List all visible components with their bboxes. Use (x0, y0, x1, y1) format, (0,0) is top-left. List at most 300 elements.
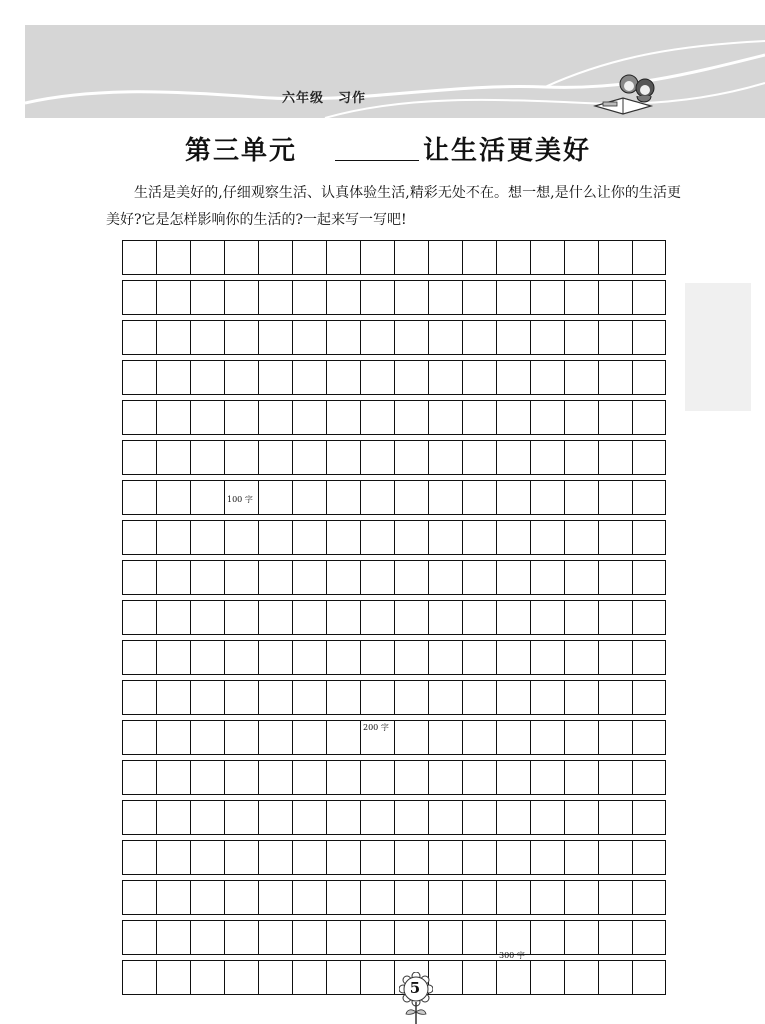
grid-cell[interactable] (530, 841, 564, 874)
grid-cell[interactable] (326, 241, 360, 274)
grid-cell[interactable] (224, 761, 258, 794)
grid-cell[interactable] (428, 481, 462, 514)
grid-cell[interactable] (632, 641, 666, 674)
grid-cell[interactable] (632, 601, 666, 634)
grid-cell[interactable] (326, 601, 360, 634)
grid-cell[interactable] (326, 641, 360, 674)
title-blank[interactable] (335, 134, 419, 161)
grid-cell[interactable] (428, 401, 462, 434)
grid-cell[interactable] (530, 241, 564, 274)
grid-cell[interactable] (530, 401, 564, 434)
grid-cell[interactable] (326, 681, 360, 714)
grid-cell[interactable] (190, 641, 224, 674)
grid-cell[interactable] (564, 321, 598, 354)
grid-cell[interactable] (564, 281, 598, 314)
grid-cell[interactable] (564, 961, 598, 994)
grid-cell[interactable] (292, 481, 326, 514)
grid-cell[interactable] (360, 761, 394, 794)
grid-cell[interactable] (598, 321, 632, 354)
grid-cell[interactable] (292, 841, 326, 874)
grid-cell[interactable] (190, 361, 224, 394)
grid-cell[interactable] (462, 601, 496, 634)
grid-cell[interactable] (530, 481, 564, 514)
grid-cell[interactable] (122, 321, 156, 354)
grid-cell[interactable] (428, 921, 462, 954)
grid-cell[interactable] (156, 401, 190, 434)
grid-cell[interactable] (258, 721, 292, 754)
grid-cell[interactable] (394, 921, 428, 954)
grid-cell[interactable] (530, 521, 564, 554)
grid-cell[interactable] (428, 801, 462, 834)
grid-cell[interactable] (156, 961, 190, 994)
grid-cell[interactable] (122, 361, 156, 394)
grid-cell[interactable] (292, 641, 326, 674)
grid-cell[interactable] (428, 961, 462, 994)
grid-cell[interactable] (326, 321, 360, 354)
grid-cell[interactable] (564, 801, 598, 834)
grid-cell[interactable] (258, 601, 292, 634)
grid-cell[interactable] (564, 721, 598, 754)
grid-cell[interactable] (122, 521, 156, 554)
grid-cell[interactable] (564, 921, 598, 954)
grid-cell[interactable] (190, 961, 224, 994)
grid-cell[interactable] (598, 721, 632, 754)
grid-cell[interactable] (496, 281, 530, 314)
grid-cell[interactable] (292, 921, 326, 954)
grid-cell[interactable] (394, 441, 428, 474)
grid-cell[interactable] (462, 961, 496, 994)
grid-cell[interactable] (428, 601, 462, 634)
grid-cell[interactable] (462, 921, 496, 954)
grid-cell[interactable] (326, 361, 360, 394)
grid-cell[interactable] (122, 641, 156, 674)
grid-cell[interactable] (258, 641, 292, 674)
grid-cell[interactable] (394, 801, 428, 834)
grid-cell[interactable] (598, 881, 632, 914)
grid-cell[interactable] (632, 841, 666, 874)
grid-cell[interactable] (462, 721, 496, 754)
grid-cell[interactable] (360, 521, 394, 554)
grid-cell[interactable] (122, 401, 156, 434)
grid-cell[interactable] (496, 681, 530, 714)
grid-cell[interactable] (530, 961, 564, 994)
grid-cell[interactable] (224, 881, 258, 914)
grid-cell[interactable] (462, 481, 496, 514)
grid-cell[interactable] (360, 801, 394, 834)
grid-cell[interactable] (496, 961, 530, 994)
grid-cell[interactable] (598, 681, 632, 714)
grid-cell[interactable] (326, 441, 360, 474)
grid-cell[interactable] (258, 561, 292, 594)
grid-cell[interactable] (190, 481, 224, 514)
grid-cell[interactable] (564, 641, 598, 674)
grid-cell[interactable] (632, 441, 666, 474)
grid-cell[interactable] (258, 321, 292, 354)
grid-cell[interactable] (564, 481, 598, 514)
grid-cell[interactable] (598, 801, 632, 834)
grid-cell[interactable] (292, 961, 326, 994)
grid-cell[interactable] (428, 761, 462, 794)
grid-cell[interactable] (122, 801, 156, 834)
grid-cell[interactable] (190, 721, 224, 754)
grid-cell[interactable] (258, 401, 292, 434)
grid-cell[interactable] (496, 761, 530, 794)
grid-cell[interactable] (394, 521, 428, 554)
grid-cell[interactable] (122, 721, 156, 754)
grid-cell[interactable] (122, 441, 156, 474)
grid-cell[interactable] (462, 641, 496, 674)
grid-cell[interactable] (258, 281, 292, 314)
grid-cell[interactable] (190, 241, 224, 274)
grid-cell[interactable] (292, 401, 326, 434)
grid-cell[interactable] (462, 801, 496, 834)
grid-cell[interactable] (190, 441, 224, 474)
grid-cell[interactable] (428, 721, 462, 754)
grid-cell[interactable] (156, 921, 190, 954)
grid-cell[interactable] (122, 881, 156, 914)
grid-cell[interactable] (496, 881, 530, 914)
grid-cell[interactable] (564, 761, 598, 794)
grid-cell[interactable] (530, 601, 564, 634)
grid-cell[interactable] (496, 801, 530, 834)
grid-cell[interactable] (428, 281, 462, 314)
grid-cell[interactable] (258, 841, 292, 874)
grid-cell[interactable] (190, 281, 224, 314)
grid-cell[interactable] (190, 761, 224, 794)
grid-cell[interactable] (394, 721, 428, 754)
grid-cell[interactable] (156, 321, 190, 354)
grid-cell[interactable] (530, 921, 564, 954)
grid-cell[interactable] (326, 921, 360, 954)
grid-cell[interactable] (530, 441, 564, 474)
grid-cell[interactable] (258, 921, 292, 954)
grid-cell[interactable] (496, 241, 530, 274)
grid-cell[interactable] (292, 321, 326, 354)
grid-cell[interactable] (190, 881, 224, 914)
grid-cell[interactable] (258, 761, 292, 794)
grid-cell[interactable] (224, 921, 258, 954)
grid-cell[interactable] (394, 561, 428, 594)
grid-cell[interactable] (326, 521, 360, 554)
grid-cell[interactable] (224, 521, 258, 554)
grid-cell[interactable] (598, 521, 632, 554)
grid-cell[interactable] (632, 281, 666, 314)
grid-cell[interactable] (224, 281, 258, 314)
grid-cell[interactable] (360, 601, 394, 634)
grid-cell[interactable] (326, 481, 360, 514)
grid-cell[interactable] (462, 321, 496, 354)
grid-cell[interactable] (156, 601, 190, 634)
grid-cell[interactable] (224, 681, 258, 714)
grid-cell[interactable] (224, 321, 258, 354)
grid-cell[interactable] (598, 641, 632, 674)
grid-cell[interactable] (632, 921, 666, 954)
grid-cell[interactable] (530, 321, 564, 354)
grid-cell[interactable] (258, 801, 292, 834)
grid-cell[interactable] (564, 881, 598, 914)
grid-cell[interactable] (462, 881, 496, 914)
grid-cell[interactable] (326, 721, 360, 754)
grid-cell[interactable] (292, 721, 326, 754)
grid-cell[interactable] (394, 281, 428, 314)
grid-cell[interactable] (360, 361, 394, 394)
grid-cell[interactable] (360, 281, 394, 314)
grid-cell[interactable] (530, 801, 564, 834)
grid-cell[interactable] (360, 641, 394, 674)
grid-cell[interactable] (224, 961, 258, 994)
grid-cell[interactable] (462, 761, 496, 794)
grid-cell[interactable] (632, 961, 666, 994)
grid-cell[interactable] (496, 721, 530, 754)
grid-cell[interactable] (428, 681, 462, 714)
grid-cell[interactable] (632, 321, 666, 354)
grid-cell[interactable] (326, 801, 360, 834)
grid-cell[interactable] (292, 521, 326, 554)
grid-cell[interactable] (190, 561, 224, 594)
grid-cell[interactable] (632, 721, 666, 754)
grid-cell[interactable] (462, 361, 496, 394)
grid-cell[interactable] (156, 881, 190, 914)
grid-cell[interactable] (122, 601, 156, 634)
grid-cell[interactable] (156, 761, 190, 794)
grid-cell[interactable] (224, 841, 258, 874)
grid-cell[interactable] (462, 281, 496, 314)
grid-cell[interactable] (258, 441, 292, 474)
grid-cell[interactable] (360, 561, 394, 594)
grid-cell[interactable] (394, 841, 428, 874)
grid-cell[interactable] (156, 561, 190, 594)
grid-cell[interactable] (360, 401, 394, 434)
grid-cell[interactable] (462, 441, 496, 474)
grid-cell[interactable] (462, 561, 496, 594)
grid-cell[interactable] (496, 441, 530, 474)
grid-cell[interactable] (190, 601, 224, 634)
grid-cell[interactable] (394, 361, 428, 394)
grid-cell[interactable] (564, 601, 598, 634)
grid-cell[interactable] (428, 841, 462, 874)
grid-cell[interactable] (428, 361, 462, 394)
grid-cell[interactable] (632, 561, 666, 594)
grid-cell[interactable] (428, 321, 462, 354)
grid-cell[interactable] (156, 841, 190, 874)
grid-cell[interactable] (462, 841, 496, 874)
grid-cell[interactable] (292, 281, 326, 314)
grid-cell[interactable] (190, 521, 224, 554)
grid-cell[interactable] (462, 401, 496, 434)
grid-cell[interactable] (292, 561, 326, 594)
grid-cell[interactable] (496, 321, 530, 354)
grid-cell[interactable] (496, 361, 530, 394)
grid-cell[interactable] (428, 241, 462, 274)
grid-cell[interactable] (598, 561, 632, 594)
grid-cell[interactable] (292, 681, 326, 714)
grid-cell[interactable] (632, 761, 666, 794)
grid-cell[interactable] (530, 361, 564, 394)
grid-cell[interactable] (394, 681, 428, 714)
grid-cell[interactable] (122, 281, 156, 314)
grid-cell[interactable] (156, 281, 190, 314)
grid-cell[interactable] (530, 881, 564, 914)
grid-cell[interactable] (326, 841, 360, 874)
grid-cell[interactable] (122, 481, 156, 514)
grid-cell[interactable] (564, 401, 598, 434)
grid-cell[interactable] (258, 521, 292, 554)
grid-cell[interactable] (326, 281, 360, 314)
grid-cell[interactable] (156, 521, 190, 554)
grid-cell[interactable] (224, 441, 258, 474)
grid-cell[interactable] (292, 361, 326, 394)
grid-cell[interactable] (530, 641, 564, 674)
grid-cell[interactable] (292, 441, 326, 474)
grid-cell[interactable] (190, 801, 224, 834)
grid-cell[interactable] (326, 761, 360, 794)
grid-cell[interactable] (122, 961, 156, 994)
grid-cell[interactable] (598, 361, 632, 394)
grid-cell[interactable] (292, 601, 326, 634)
grid-cell[interactable] (122, 921, 156, 954)
grid-cell[interactable] (598, 441, 632, 474)
grid-cell[interactable] (632, 241, 666, 274)
grid-cell[interactable] (292, 241, 326, 274)
grid-cell[interactable] (598, 961, 632, 994)
grid-cell[interactable] (224, 241, 258, 274)
grid-cell[interactable] (462, 521, 496, 554)
grid-cell[interactable] (122, 241, 156, 274)
grid-cell[interactable] (496, 601, 530, 634)
grid-cell[interactable] (632, 521, 666, 554)
grid-cell[interactable] (258, 681, 292, 714)
grid-cell[interactable] (598, 241, 632, 274)
grid-cell[interactable] (360, 321, 394, 354)
grid-cell[interactable] (258, 241, 292, 274)
grid-cell[interactable] (360, 481, 394, 514)
grid-cell[interactable] (564, 441, 598, 474)
grid-cell[interactable] (190, 681, 224, 714)
grid-cell[interactable] (598, 401, 632, 434)
grid-cell[interactable] (326, 881, 360, 914)
grid-cell[interactable] (258, 961, 292, 994)
grid-cell[interactable] (224, 561, 258, 594)
grid-cell[interactable] (190, 841, 224, 874)
grid-cell[interactable] (224, 401, 258, 434)
grid-cell[interactable] (394, 241, 428, 274)
grid-cell[interactable] (496, 521, 530, 554)
grid-cell[interactable] (394, 881, 428, 914)
grid-cell[interactable] (360, 441, 394, 474)
grid-cell[interactable] (258, 881, 292, 914)
grid-cell[interactable] (360, 241, 394, 274)
grid-cell[interactable] (632, 401, 666, 434)
grid-cell[interactable] (530, 761, 564, 794)
grid-cell[interactable] (122, 681, 156, 714)
grid-cell[interactable] (156, 721, 190, 754)
grid-cell[interactable] (156, 481, 190, 514)
grid-cell[interactable] (122, 561, 156, 594)
grid-cell[interactable] (360, 681, 394, 714)
grid-cell[interactable] (224, 361, 258, 394)
grid-cell[interactable] (598, 921, 632, 954)
grid-cell[interactable] (428, 561, 462, 594)
grid-cell[interactable] (428, 641, 462, 674)
grid-cell[interactable] (394, 321, 428, 354)
grid-cell[interactable] (598, 281, 632, 314)
grid-cell[interactable] (530, 681, 564, 714)
grid-cell[interactable] (156, 641, 190, 674)
grid-cell[interactable] (564, 561, 598, 594)
grid-cell[interactable] (598, 601, 632, 634)
grid-cell[interactable] (496, 401, 530, 434)
grid-cell[interactable] (360, 841, 394, 874)
grid-cell[interactable] (394, 481, 428, 514)
grid-cell[interactable] (496, 841, 530, 874)
grid-cell[interactable] (598, 761, 632, 794)
grid-cell[interactable] (394, 641, 428, 674)
grid-cell[interactable] (428, 521, 462, 554)
grid-cell[interactable] (156, 241, 190, 274)
grid-cell[interactable] (258, 361, 292, 394)
grid-cell[interactable] (496, 561, 530, 594)
grid-cell[interactable] (394, 401, 428, 434)
grid-cell[interactable] (530, 561, 564, 594)
grid-cell[interactable] (190, 401, 224, 434)
grid-cell[interactable] (428, 881, 462, 914)
grid-cell[interactable] (462, 681, 496, 714)
grid-cell[interactable] (224, 801, 258, 834)
grid-cell[interactable] (156, 361, 190, 394)
grid-cell[interactable] (156, 441, 190, 474)
grid-cell[interactable] (564, 681, 598, 714)
grid-cell[interactable] (326, 401, 360, 434)
grid-cell[interactable] (156, 801, 190, 834)
grid-cell[interactable] (292, 881, 326, 914)
grid-cell[interactable] (632, 361, 666, 394)
grid-cell[interactable] (360, 961, 394, 994)
grid-cell[interactable] (122, 841, 156, 874)
grid-cell[interactable] (530, 281, 564, 314)
grid-cell[interactable] (564, 841, 598, 874)
grid-cell[interactable] (564, 361, 598, 394)
grid-cell[interactable] (496, 481, 530, 514)
grid-cell[interactable] (292, 761, 326, 794)
grid-cell[interactable] (496, 641, 530, 674)
grid-cell[interactable] (224, 641, 258, 674)
grid-cell[interactable] (598, 481, 632, 514)
grid-cell[interactable] (462, 241, 496, 274)
grid-cell[interactable] (564, 241, 598, 274)
grid-cell[interactable] (224, 721, 258, 754)
grid-cell[interactable] (292, 801, 326, 834)
grid-cell[interactable] (564, 521, 598, 554)
grid-cell[interactable] (360, 881, 394, 914)
grid-cell[interactable] (632, 481, 666, 514)
grid-cell[interactable] (632, 681, 666, 714)
grid-cell[interactable] (258, 481, 292, 514)
grid-cell[interactable] (224, 601, 258, 634)
grid-cell[interactable] (156, 681, 190, 714)
grid-cell[interactable] (632, 801, 666, 834)
grid-cell[interactable] (360, 921, 394, 954)
grid-cell[interactable] (428, 441, 462, 474)
grid-cell[interactable] (122, 761, 156, 794)
grid-cell[interactable] (530, 721, 564, 754)
grid-cell[interactable] (326, 961, 360, 994)
grid-cell[interactable] (326, 561, 360, 594)
grid-cell[interactable] (598, 841, 632, 874)
grid-cell[interactable] (394, 601, 428, 634)
grid-cell[interactable] (394, 761, 428, 794)
grid-cell[interactable] (190, 321, 224, 354)
grid-cell[interactable] (632, 881, 666, 914)
